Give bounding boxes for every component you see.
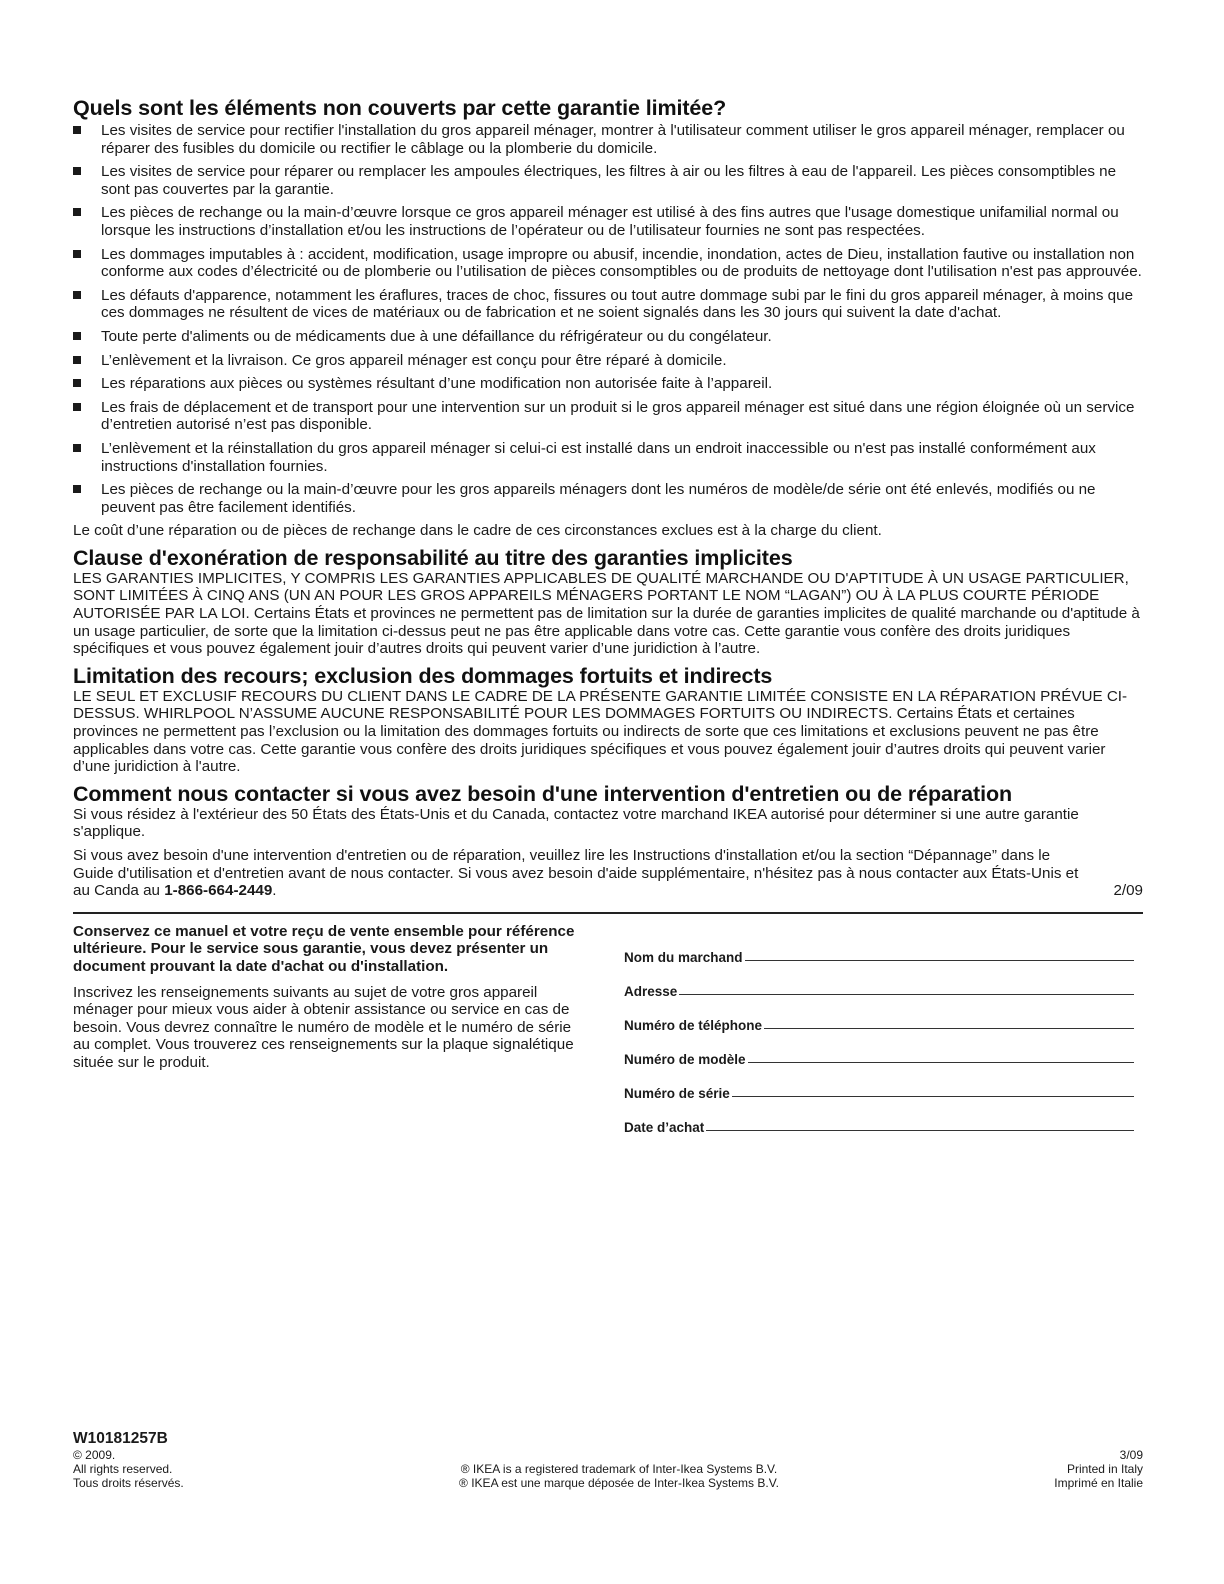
record-form [624,923,1134,1135]
trademark-en: ® IKEA is a registered trademark of Inter-Ikea Systems B.V. [460,1462,778,1476]
revision-date: 2/09 [1113,882,1143,900]
exclusions-heading: Quels sont les éléments non couverts par cette garantie limitée? [73,96,727,120]
remedies-text: LE SEUL ET EXCLUSIF RECOURS DU CLIENT DANS LE CADRE DE LA PRÉSENTE GARANTIE LIMITÉE CONSISTE EN LA RÉPARATION PRÉVUE CI-DESSUS. WHIRLPOOL N’ASSUME AUCUNE RESPONSABILITÉ POUR LES DOMMAGES FORTUITS OU INDIRECTS. Certains États et certaines provinces ne permettent pas l’exclusion ou la limitation des dommages fortuits ou indirects de sorte que ces limitations et exclusions peuvent ne pas être applicables dans votre cas. Cette garantie vous confère des droits juridiques spécifiques et vous pouvez également jouir d’autres droits qui peuvent varier d’une juridiction à l'autre. [73,687,1128,776]
trademark-fr: ® IKEA est une marque déposée de Inter-Ikea Systems B.V. [459,1476,779,1490]
fill-line [748,1062,1134,1063]
field-label: Numéro de série [624,1085,730,1101]
list-item: Les pièces de rechange ou la main-d’œuvre lorsque ce gros appareil ménager est utilisé à des fins autres que l'usage domestique unifamilial normal ou lorsque les instructions d’installation et/ou les instructions de l’opérateur ou de l’utilisateur fournies ne sont pas respectées. [73,204,1143,239]
implied-warranty-text: LES GARANTIES IMPLICITES, Y COMPRIS LES GARANTIES APPLICABLES DE QUALITÉ MARCHANDE OU D'APTITUDE À UN USAGE PARTICULIER, SONT LIMITÉES À CINQ ANS (UN AN POUR LES GROS APPAREILS MÉNAGERS PORTANT LE NOM “LAGAN”) OU À LA PLUS COURTE PÉRIODE AUTORISÉE PAR LA LOI. Certains États et provinces ne permettent pas de limitation sur la durée de garanties implicites de qualité marchande ou d'aptitude à un usage particulier, de sorte que la limitation ci-dessus peut ne pas être applicable dans votre cas. Cette garantie vous confère des droits juridiques spécifiques et vous pouvez également jouir d’autres droits qui peuvent varier d’une juridiction à l’autre. [73,569,1140,658]
record-info-note: Inscrivez les renseignements suivants au sujet de votre gros appareil ménager pour mieux vous aider à obtenir assistance ou service en cas de besoin. Vous devrez connaître le numéro de modèle et le numéro de série au complet. Vous trouverez ces renseignements sur la plaque signalétique située sur le produit. [73,983,574,1071]
fill-line [732,1096,1134,1097]
phone-field[interactable] [624,999,1134,1033]
list-item: Les visites de service pour rectifier l'installation du gros appareil ménager, montrer à l'utilisateur comment utiliser le gros appareil ménager, remplacer ou réparer des fusibles du domicile ou rectifier le câblage ou la plomberie du domicile. [73,122,1143,157]
footer-row [73,1448,1143,1490]
phone-number: 1-866-664-2449 [164,882,273,900]
field-label: Numéro de téléphone [624,1017,763,1033]
field-label: Nom du marchand [624,949,743,965]
printed-en: Printed in Italy [1066,1462,1143,1476]
field-label: Numéro de modèle [624,1051,746,1067]
record-instructions [73,923,588,1135]
list-item: Les frais de déplacement et de transport pour une intervention sur un produit si le gros appareil ménager est situé dans une région éloignée où un service d’entretien autorisé n’est pas disponible. [73,399,1143,434]
divider [73,912,1143,914]
exclusions-list [73,122,1143,516]
keep-manual-note: Conservez ce manuel et votre reçu de vente ensemble pour référence ultérieure. Pour le service sous garantie, vous devez présenter un document prouvant la date d'achat ou d'installation. [73,922,575,975]
bullet-square-icon [73,403,81,411]
footer-left [73,1448,184,1490]
fill-line [679,994,1134,995]
contact-text: Si vous avez besoin d'une intervention d'entretien ou de réparation, veuillez lire les Instructions d'installation et/ou la section “Dépannage” dans le Guide d'utilisation et d'entretien avant de nous contacter. Si vous avez besoin d'aide supplémentaire, n'hésitez pas à nous contacter aux États-Unis et au Canda au [73,847,1079,900]
list-item: L’enlèvement et la réinstallation du gros appareil ménager si celui-ci est installé dans un endroit inaccessible ou n'est pas installé conformément aux instructions d'installation fournies. [73,440,1143,475]
list-item: Les dommages imputables à : accident, modification, usage impropre ou abusif, incendie, inondation, actes de Dieu, installation fautive ou installation non conforme aux codes d’électricité ou de plomberie ou l’utilisation de pièces consomptibles ou de produits de nettoyage dont l'utilisation n'est pas approuvée. [73,246,1143,281]
bullet-square-icon [73,444,81,452]
implied-warranty-section [73,546,1143,658]
bullet-square-icon [73,167,81,175]
bullet-square-icon [73,485,81,493]
purchase-date-field[interactable] [624,1101,1134,1135]
fill-line [764,1028,1134,1029]
document-code: W10181257B [73,1430,168,1447]
fill-line [706,1130,1134,1131]
model-number-field[interactable] [624,1033,1134,1067]
footer-right [1054,1448,1143,1490]
serial-number-field[interactable] [624,1067,1134,1101]
list-item: Toute perte d'aliments ou de médicaments due à une défaillance du réfrigérateur ou du congélateur. [73,328,1143,346]
contact-section [73,782,1143,900]
bullet-square-icon [73,208,81,216]
record-block [73,923,1143,1135]
contact-heading: Comment nous contacter si vous avez besoin d'une intervention d'entretien ou de réparation [73,781,1013,806]
fill-line [745,960,1134,961]
list-item: Les défauts d'apparence, notamment les éraflures, traces de choc, fissures ou tout autre dommage subi par le fini du gros appareil ménager, à moins que ces dommages ne résultent de vices de matériaux ou de fabrication et ne soient signalés dans les 30 jours qui suivent la date d'achat. [73,287,1143,322]
copyright: © 2009. [73,1448,116,1462]
printed-fr: Imprimé en Italie [1054,1476,1143,1490]
field-label: Adresse [624,983,678,999]
dealer-name-field[interactable] [624,931,1134,965]
footer-center [459,1448,779,1490]
exclusions-section [73,96,1143,540]
contact-period: . [272,882,277,900]
list-item: Les réparations aux pièces ou systèmes résultant d’une modification non autorisée faite à l’appareil. [73,375,1143,393]
bullet-square-icon [73,332,81,340]
bullet-square-icon [73,250,81,258]
address-field[interactable] [624,965,1134,999]
contact-paragraph-1: Si vous résidez à l'extérieur des 50 États des États-Unis et du Canada, contactez votre marchand IKEA autorisé pour déterminer si une autre garantie s'applique. [73,805,1079,841]
rights-en: All rights reserved. [73,1462,173,1476]
page-footer [73,1430,1143,1490]
list-item: L’enlèvement et la livraison. Ce gros appareil ménager est conçu pour être réparé à domicile. [73,352,1143,370]
implied-warranty-heading: Clause d'exonération de responsabilité au titre des garanties implicites [73,545,793,570]
list-item: Les visites de service pour réparer ou remplacer les ampoules électriques, les filtres à air ou les filtres à eau de l'appareil. Les pièces consomptibles ne sont pas couvertes par la garantie. [73,163,1143,198]
list-item: Les pièces de rechange ou la main-d’œuvre pour les gros appareils ménagers dont les numéros de modèle/de série ont été enlevés, modifiés ou ne peuvent pas être facilement identifiés. [73,481,1143,516]
warranty-page [73,92,1143,1135]
remedies-heading: Limitation des recours; exclusion des dommages fortuits et indirects [73,663,773,688]
contact-paragraph-2 [73,847,1143,900]
rights-fr: Tous droits réservés. [73,1476,184,1490]
bullet-square-icon [73,126,81,134]
bullet-square-icon [73,291,81,299]
exclusions-closing: Le coût d’une réparation ou de pièces de rechange dans le cadre de ces circonstances exclues est à la charge du client. [73,522,882,540]
field-label: Date d’achat [624,1119,705,1135]
print-date: 3/09 [1119,1448,1143,1462]
bullet-square-icon [73,379,81,387]
bullet-square-icon [73,356,81,364]
remedies-section [73,664,1143,776]
